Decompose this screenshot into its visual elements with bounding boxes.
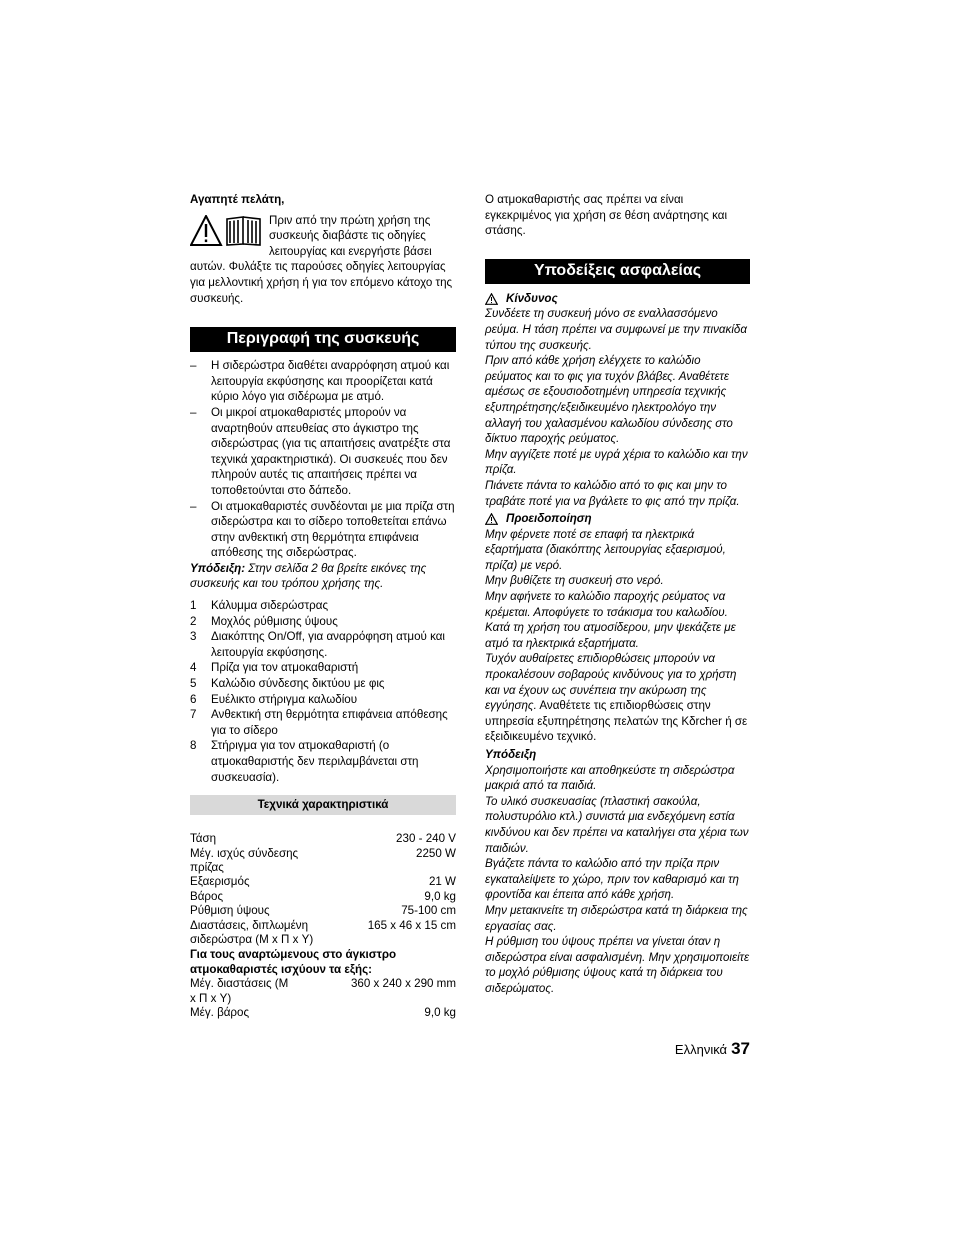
warning-text: Μην φέρνετε ποτέ σε επαφή τα ηλεκτρικά εξαρτήματα (διακόπτης λειτουργίας εξαερισμού, πρίζα) με νερό.: [485, 527, 726, 572]
part-label: Μοχλός ρύθμισης ύψους: [211, 614, 338, 628]
danger-text: Πιάνετε πάντα το καλώδιο από το φις και μην το τραβάτε ποτέ για να βγάλετε το φις από την πρίζα.: [485, 478, 740, 508]
spec-row: [190, 977, 456, 1006]
part-number: 1: [190, 599, 197, 613]
part-number: 3: [190, 630, 197, 644]
part-label: Ευέλικτο στήριγμα καλωδίου: [211, 692, 358, 706]
note-label: Υπόδειξη:: [190, 561, 246, 575]
section-title-technical: Τεχνικά χαρακτηριστικά: [190, 795, 456, 815]
spec-key: Βάρος: [190, 889, 224, 903]
spec-row: [190, 890, 456, 904]
page-number: 37: [731, 1039, 750, 1058]
part-number: 4: [190, 661, 197, 675]
spec-row: [190, 875, 456, 889]
repair-italic: Τυχόν αυθαίρετες επιδιορθώσεις μπορούν να προκαλέσουν σοβαρούς κινδύνους για το χρήστη και να έχουν ως συνέπεια την ακύρωση της εγγύησης.: [485, 652, 737, 713]
warning-text: Μην αφήνετε το καλώδιο παροχής ρεύματος να κρέμεται. Αποφύγετε το τσάκισμα του καλωδίου. Κατά τη χρήση του ατμοσίδερου, μην ψεκάζετε με ατμό τα ηλεκτρικά εξαρτήματα.: [485, 590, 736, 650]
spec-row: [190, 904, 456, 918]
spec-value: 9,0 kg: [424, 1006, 456, 1020]
repair-paragraph: [485, 651, 750, 745]
dash-mark: –: [190, 405, 197, 419]
right-column: [485, 192, 750, 997]
greeting: Αγαπητέ πελάτη,: [190, 193, 285, 206]
spec-key: Μέγ. ισχύς σύνδεσης πρίζας: [190, 846, 299, 874]
description-item: [190, 405, 456, 499]
warning-text: Μην βυθίζετε τη συσκευή στο νερό.: [485, 574, 664, 588]
warning-label: Προειδοποίηση: [506, 512, 592, 526]
warning-heading: [485, 511, 750, 527]
warning-triangle-icon: [485, 293, 498, 305]
description-text: Οι μικροί ατμοκαθαριστές μπορούν να αναρτηθούν απευθείας στο άγκιστρο της σιδερώστρας (για τις απαιτήσεις ανατρέξτε στα τεχνικά χαρακτηριστικά). Οι συσκευές που δεν πληρούν αυτές τις απαιτήσεις πρέπει να τοποθετούνται στο δάπεδο.: [211, 405, 451, 497]
parts-item: [190, 738, 456, 785]
parts-item: [190, 614, 456, 630]
warning-manual-icon: [190, 215, 263, 246]
note-text: Στην σελίδα 2 θα βρείτε εικόνες της συσκευής και του τρόπου χρήσης της.: [190, 561, 427, 591]
spec-row: [190, 919, 456, 948]
part-number: 7: [190, 708, 197, 722]
part-label: Στήριγμα για τον ατμοκαθαριστή (ο ατμοκαθαριστής δεν περιλαμβάνεται στη συσκευασία).: [211, 739, 419, 784]
part-number: 8: [190, 739, 197, 753]
spec-value: 75-100 cm: [401, 904, 456, 918]
danger-text: Συνδέετε τη συσκευή μόνο σε εναλλασσόμενο ρεύμα. Η τάση πρέπει να συμφωνεί με την πινακίδα τύπου της συσκευής.: [485, 307, 747, 352]
note: [190, 561, 456, 592]
spec-key: Μέγ. βάρος: [190, 1006, 250, 1020]
spec-row: [190, 832, 456, 846]
danger-heading: [485, 291, 750, 307]
page-footer: [650, 1038, 750, 1061]
spec-row: [190, 847, 456, 876]
danger-text: Μην αγγίζετε ποτέ με υγρά χέρια το καλώδιο και την πρίζα.: [485, 447, 748, 477]
spec-value: 2250 W: [416, 846, 456, 860]
dash-mark: –: [190, 499, 197, 513]
hint-text: Το υλικό συσκευασίας (πλαστική σακούλα, πολυστυρόλιο κτλ.) συνιστά μια ενδεχόμενη εστία κινδύνου και δεν πρέπει να καταλήγει στα χέρια των παιδιών.: [485, 794, 749, 855]
parts-item: [190, 692, 456, 708]
part-number: 2: [190, 614, 197, 628]
hint-text: Η ρύθμιση του ύψους πρέπει να γίνεται όταν η σιδερώστρα είναι ασφαλισμένη. Μην χρησιμοποιείτε το μοχλό ρύθμισης ύψους κατά τη διάρκεια του σιδερώματος.: [485, 935, 750, 995]
spec-value: 9,0 kg: [424, 889, 456, 903]
spec-value: 21 W: [428, 875, 456, 889]
danger-label: Κίνδυνος: [506, 291, 558, 305]
part-label: Κάλυμμα σιδερώστρας: [211, 599, 329, 613]
parts-item: [190, 676, 456, 692]
spec-table: [190, 832, 456, 1020]
parts-list: [190, 598, 456, 785]
hint-text: Βγάζετε πάντα το καλώδιο από την πρίζα πριν εγκαταλείψετε το χώρο, πριν τον καθαρισμό και τη φροντίδα και έπειτα από κάθε χρήση.: [485, 857, 739, 902]
description-text: Η σιδερώστρα διαθέτει αναρρόφηση ατμού και λειτουργία εκφύσησης και προορίζεται κατά κύριο λόγο για σιδέρωμα με ατμό.: [211, 359, 450, 404]
hint-label: Υπόδειξη: [485, 748, 537, 761]
description-list: [190, 358, 456, 561]
footer-language: Ελληνικά: [674, 1042, 728, 1057]
warning-triangle-icon: [485, 513, 498, 525]
manual-book-icon: [227, 217, 260, 245]
hint-text: Χρησιμοποιήστε και αποθηκεύστε τη σιδερώστρα μακριά από τα παιδιά.: [485, 763, 735, 793]
part-label: Ανθεκτική στη θερμότητα επιφάνεια απόθεσης για το σίδερο: [211, 708, 448, 737]
parts-item: [190, 660, 456, 676]
parts-item: [190, 629, 456, 660]
part-number: 5: [190, 677, 197, 691]
danger-text: Πριν από κάθε χρήση ελέγχετε το καλώδιο ρεύματος και το φις για τυχόν βλάβες. Αναθέτετε αμέσως σε εξουσιοδοτημένη υπηρεσία τεχνικής εξυπηρέτησης/εξειδικευμένο ηλεκτρολόγο την αλλαγή του χαλασμένου καλωδίου σύνδεσης στο δίκτυο παροχής ρεύματος.: [485, 354, 733, 446]
dash-mark: –: [190, 359, 197, 373]
parts-item: [190, 598, 456, 614]
spec-key: Ρύθμιση ύψους: [190, 904, 270, 918]
repair-normal: Αναθέτετε τις επιδιορθώσεις στην υπηρεσία εξυπηρέτησης πελατών της Kδrcher ή σε εξειδικευμένο τεχνικό.: [485, 699, 748, 744]
spec-value: 360 x 240 x 290 mm: [350, 977, 456, 991]
spec-key: Τάση: [190, 832, 217, 846]
spec-value: 165 x 46 x 15 cm: [367, 918, 456, 932]
part-label: Διακόπτης On/Off, για αναρρόφηση ατμού και λειτουργία εκφύσησης.: [211, 630, 446, 659]
intro-paragraph: [190, 213, 456, 307]
left-column: [190, 192, 456, 1020]
spec-key: Διαστάσεις, διπλωμένη σιδερώστρα (Μ x Π x Υ): [190, 918, 314, 947]
section-title-description: Περιγραφή της συσκευής: [190, 327, 456, 352]
part-label: Πρίζα για τον ατμοκαθαριστή: [211, 661, 359, 675]
part-label: Καλώδιο σύνδεσης δικτύου με φις: [211, 677, 385, 691]
section-title-safety: Υποδείξεις ασφαλείας: [485, 259, 750, 284]
description-item: [190, 358, 456, 405]
spec-row: [190, 1006, 456, 1020]
spec-note: Για τους αναρτώμενους στο άγκιστρο ατμοκαθαριστές ισχύουν τα εξής:: [190, 948, 397, 976]
right-intro: Ο ατμοκαθαριστής σας πρέπει να είναι εγκεκριμένος για χρήση σε θέση ανάρτησης και στάσης.: [485, 193, 728, 238]
warning-triangle-icon: [191, 216, 221, 245]
spec-value: 230 - 240 V: [396, 832, 456, 846]
parts-item: [190, 707, 456, 738]
hint-text: Μην μετακινείτε τη σιδερώστρα κατά τη διάρκεια της εργασίας σας.: [485, 903, 748, 933]
intro-text: Πριν από την πρώτη χρήση της συσκευής διαβάστε τις οδηγίες λειτουργίας και ενεργήστε βάσει αυτών. Φυλάξτε τις παρούσες οδηγίες λειτουργίας για μελλοντική χρήση ή για τον επόμενο κάτοχο της συσκευής.: [190, 213, 453, 305]
spec-key: Μέγ. διαστάσεις (Μ x Π x Υ): [190, 977, 289, 1005]
spec-key: Εξαερισμός: [190, 875, 250, 889]
description-item: [190, 499, 456, 561]
part-number: 6: [190, 692, 197, 706]
description-text: Οι ατμοκαθαριστές συνδέονται με μια πρίζα στη σιδερώστρα και το σίδερο τοποθετείται επάνω στην ανθεκτική στη θερμότητα επιφάνεια απόθεσης της σιδερώστρας.: [211, 499, 455, 560]
